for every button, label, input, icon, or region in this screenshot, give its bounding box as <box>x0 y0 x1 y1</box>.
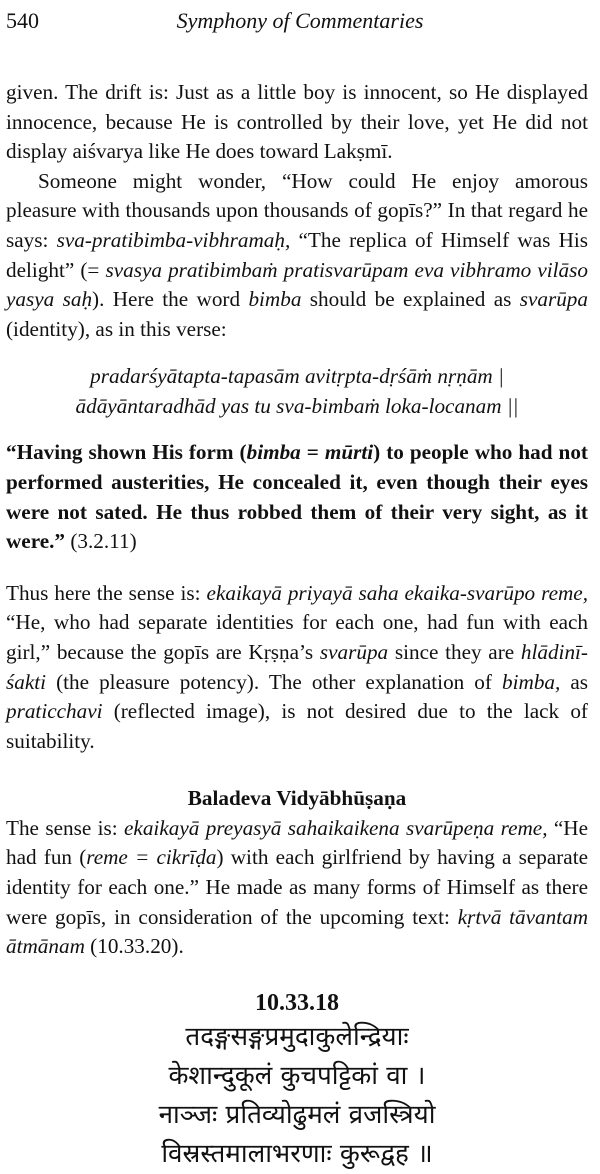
verse-line: ādāyāntaradhād yas tu sva-bimbaṁ loka-locanam || <box>75 394 519 419</box>
italic-term: bimba, <box>502 669 561 694</box>
italic-term: ekaikayā priyayā saha ekaika-svarūpo reme, <box>206 580 588 605</box>
sanskrit-line: तदङ्गसङ्गप्रमुदाकुलेन्द्रियाः <box>185 1021 409 1052</box>
paragraph-1: given. The drift is: Just as a little boy is innocent, so He displayed innocence, because He is controlled by their love, yet He did not display aiśvarya like He does toward Lakṣmī. <box>6 80 588 164</box>
text-run: as <box>560 669 589 694</box>
page-header <box>6 8 594 38</box>
italic-term: mūrti <box>324 440 374 465</box>
italic-term: sva-pratibimba-vibhramaḥ, <box>56 227 291 252</box>
text-run: since they are <box>388 639 521 664</box>
text-run: Someone might wonder, “How could He enjoy amorous pleasure with thousands upon thousands of gopīs?” In that regard he says: <box>6 168 588 252</box>
text-run: (10.33.20). <box>84 934 184 959</box>
italic-term: hlādinī-śakti <box>6 639 588 694</box>
text-run: ) with each girlfriend by having a separate identity for each one.” He made as many forms of Himself as there were gopīs, in consideration of the upcoming text: <box>6 845 588 929</box>
text-run: (identity), as in this verse: <box>6 316 227 341</box>
quoted-verse <box>6 361 588 421</box>
italic-term: praticchavi <box>6 699 103 724</box>
section-heading: Baladeva Vidyābhūṣaṇa <box>187 786 407 811</box>
bold-run: = <box>300 440 325 465</box>
bold-run: “Having shown His form ( <box>6 440 247 465</box>
verse-line: pradarśyātapta-tapasām avitṛpta-dṛśāṁ nṛṇām | <box>90 364 504 389</box>
italic-term: svasya pratibimbaṁ pratisvarūpam eva vibhramo vilāso yasya saḥ <box>6 257 588 312</box>
text-run: ). Here the word <box>92 287 249 312</box>
verse-citation: (3.2.11) <box>65 529 137 554</box>
italic-term: reme = cikrīḍa <box>86 845 217 870</box>
text-run: The sense is: <box>6 815 125 840</box>
text-run: (reflected image), is not desired due to the lack of suitability. <box>6 699 588 753</box>
paragraph-2 <box>6 167 588 345</box>
text-run: “He had fun ( <box>6 815 588 870</box>
sanskrit-line: केशान्दुकूलं कुचपट्टिकां वा । <box>168 1060 426 1091</box>
italic-term: kṛtvā tāvantam ātmānam <box>6 904 588 959</box>
verse-number: 10.33.18 <box>255 989 339 1016</box>
text-run: Thus here the sense is: <box>6 580 207 605</box>
italic-term: ekaikayā preyasyā sahaikaikena svarūpeṇa reme, <box>124 815 548 840</box>
italic-term: bimba <box>248 287 302 312</box>
paragraph-3 <box>6 579 588 757</box>
italic-term: svarūpa <box>319 639 389 664</box>
page-body <box>6 78 588 1174</box>
text-run: “He, who had separate identities for each one, had fun with each girl,” because the gopīs are Kṛṣṇa’s <box>6 610 588 664</box>
text-run: should be explained as <box>301 287 520 312</box>
text-run: “The replica of Himself was His delight” (= <box>6 227 588 282</box>
paragraph-4 <box>6 814 588 962</box>
bold-run: ) to people who had not performed austerities, He concealed it, even though their eyes were not sated. He thus robbed them of their very sight, as it were.” <box>6 440 588 554</box>
sanskrit-verse <box>6 1018 588 1174</box>
sanskrit-line: विस्रस्तमालाभरणाः कुरूद्वह ॥ <box>161 1138 433 1169</box>
italic-term: svarūpa <box>519 287 588 312</box>
verse-translation <box>6 438 588 556</box>
text-run: (the pleasure potency). The other explanation of <box>46 669 503 694</box>
running-title: Symphony of Commentaries <box>176 8 424 33</box>
page-number: 540 <box>6 8 39 33</box>
sanskrit-line: नाञ्जः प्रतिव्योढुमलं व्रजस्त्रियो <box>158 1099 436 1130</box>
italic-term: bimba <box>246 440 301 465</box>
